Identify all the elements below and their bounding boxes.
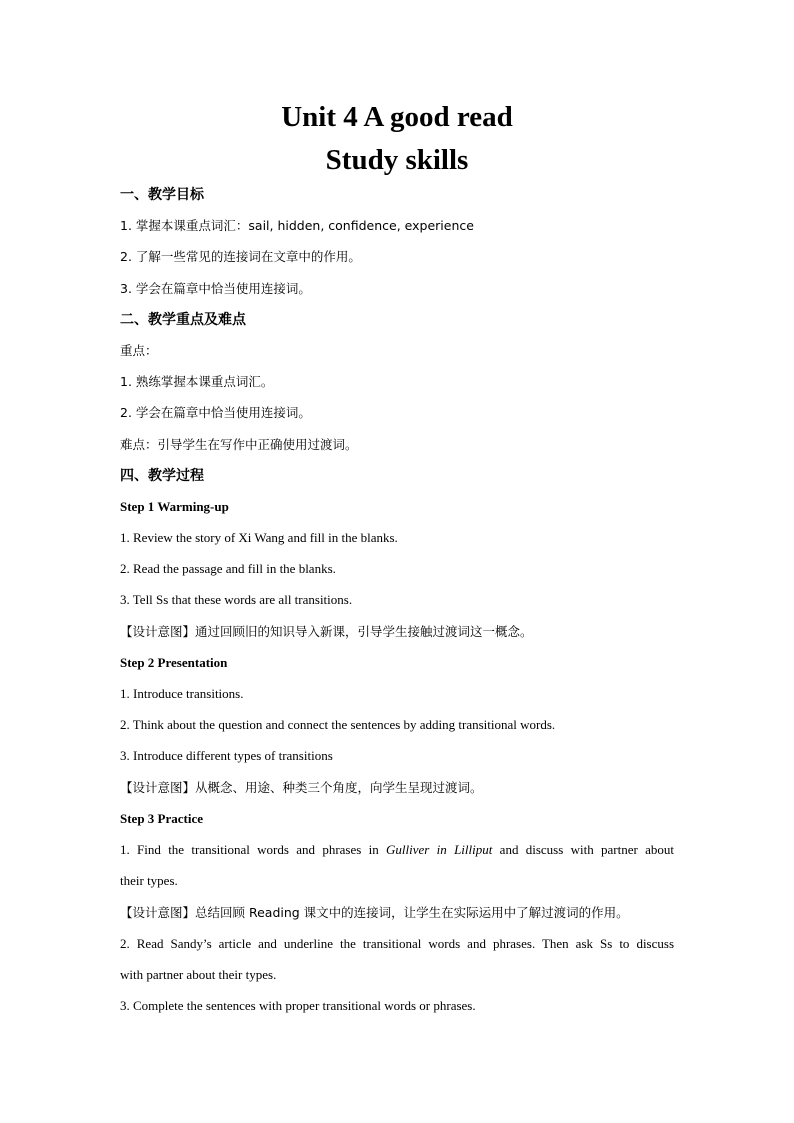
step-item: 2. Read Sandy’s article and underline the transitional words and phrases. Then ask Ss to discuss — [120, 936, 674, 951]
design-intent: 【设计意图】从概念、用途、种类三个角度，向学生呈现过渡词。 — [120, 780, 483, 795]
key-point-item: 2. 学会在篇章中恰当使用连接词。 — [120, 405, 311, 420]
step-item: 3. Tell Ss that these words are all transitions. — [120, 592, 353, 607]
step-item: 1. Introduce transitions. — [120, 686, 244, 701]
step-item — [120, 841, 674, 859]
document-title: Unit 4 A good read — [281, 101, 513, 133]
step-item: 2. Think about the question and connect the sentences by adding transitional words. — [120, 717, 556, 732]
key-point-item: 1. 熟练掌握本课重点词汇。 — [120, 374, 274, 389]
step-item-continuation: with partner about their types. — [120, 967, 277, 982]
step-title: Step 1 Warming-up — [120, 499, 229, 514]
objective-item: 1. 掌握本课重点词汇：sail, hidden, confidence, experience — [120, 218, 474, 233]
objective-item: 2. 了解一些常见的连接词在文章中的作用。 — [120, 249, 361, 264]
step-title: Step 3 Practice — [120, 811, 204, 826]
step-item: 3. Introduce different types of transitions — [120, 748, 333, 763]
key-points-label: 重点： — [120, 343, 158, 358]
section-heading-process: 四、教学过程 — [120, 468, 204, 484]
design-intent: 【设计意图】通过回顾旧的知识导入新课，引导学生接触过渡词这一概念。 — [120, 624, 533, 639]
design-intent: 【设计意图】总结回顾 Reading 课文中的连接词，让学生在实际运用中了解过渡词的作用。 — [120, 905, 629, 920]
book-title: Gulliver in Lilliput — [386, 842, 493, 857]
step-item-text: and discuss with partner about — [499, 842, 675, 857]
step-item-text: 1. Find the transitional words and phrases in — [120, 842, 379, 857]
step-item: 1. Review the story of Xi Wang and fill in the blanks. — [120, 530, 398, 545]
step-item: 2. Read the passage and fill in the blanks. — [120, 561, 336, 576]
difficulty-text: 难点：引导学生在写作中正确使用过渡词。 — [120, 437, 358, 452]
step-item-continuation: their types. — [120, 873, 178, 888]
objective-item: 3. 学会在篇章中恰当使用连接词。 — [120, 281, 311, 296]
step-item: 3. Complete the sentences with proper transitional words or phrases. — [120, 998, 476, 1013]
section-heading-objectives: 一、教学目标 — [120, 187, 204, 203]
section-heading-key-points: 二、教学重点及难点 — [120, 312, 246, 328]
document-subtitle: Study skills — [325, 144, 469, 176]
step-title: Step 2 Presentation — [120, 655, 228, 670]
